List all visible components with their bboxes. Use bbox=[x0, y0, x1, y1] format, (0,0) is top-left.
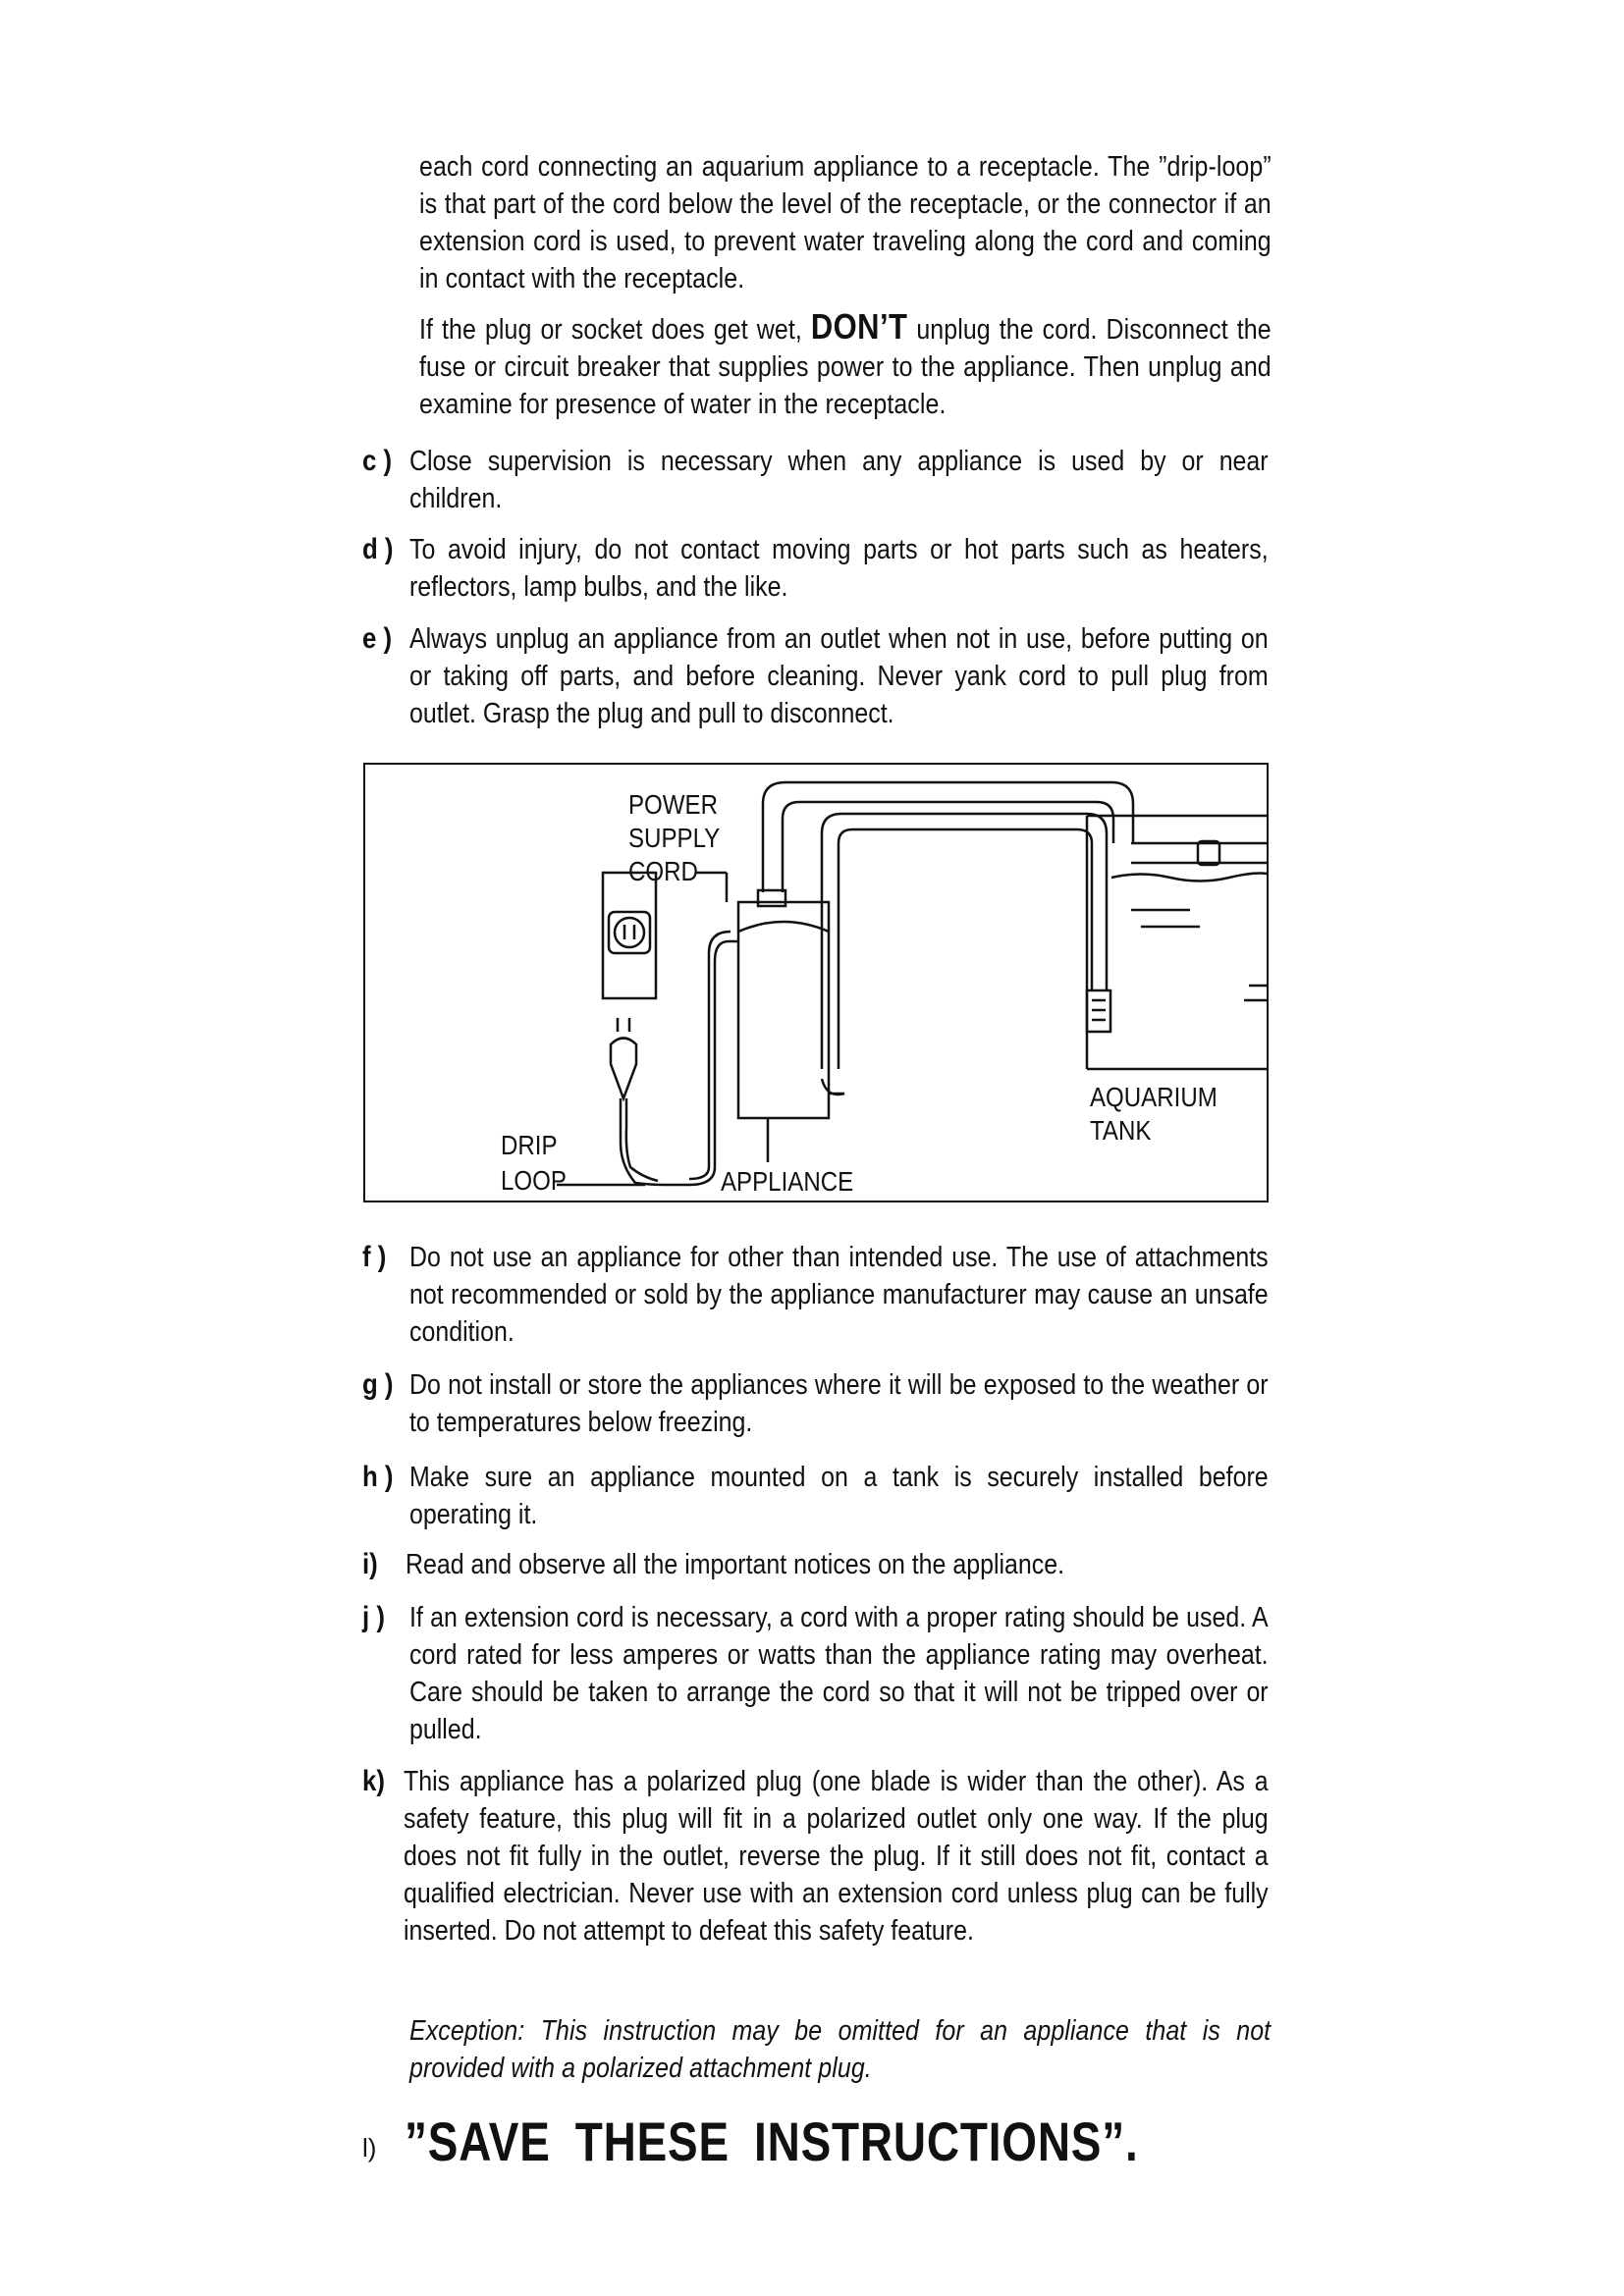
appliance-body bbox=[738, 902, 829, 1118]
label-aquarium-line: AQUARIUM bbox=[1090, 1082, 1218, 1112]
dont-emphasis: DON’T bbox=[810, 306, 908, 347]
item-i-text: Read and observe all the important notices on the appliance. bbox=[406, 1549, 1065, 1580]
item-e-text: Always unplug an appliance from an outlet when not in use, before putting on or taking off parts, and before cleaning. Never yank cord to pull plug from outlet. Grasp the plug and pull to disconnect. bbox=[409, 623, 1269, 729]
tube-coupling bbox=[1198, 841, 1219, 865]
outlet-socket bbox=[615, 918, 644, 947]
exception-note bbox=[409, 2012, 1271, 2087]
item-c-label: c ) bbox=[362, 445, 393, 477]
appliance-lid-curve bbox=[738, 922, 829, 932]
wet-plug-text-end: unplug the cord. Disconnect the fuse or circuit breaker that supplies power to the appliance. Then unplug and examine for presence of water in the receptacle. bbox=[419, 314, 1272, 420]
intake-tube bbox=[822, 814, 1107, 1069]
label-drip-loop bbox=[501, 1128, 567, 1199]
label-power-line: POWER bbox=[628, 789, 718, 820]
wet-plug-text-start: If the plug or socket does get wet, bbox=[419, 314, 811, 346]
intro-paragraph-1 bbox=[419, 148, 1272, 297]
exception-text: Exception: This instruction may be omitted for an appliance that is not provided with a polarized attachment plug. bbox=[409, 2015, 1272, 2084]
item-h-text: Make sure an appliance mounted on a tank is securely installed before operating it. bbox=[409, 1462, 1269, 1530]
outer-siphon-tube bbox=[763, 782, 1133, 892]
label-power-supply-cord bbox=[628, 788, 720, 888]
label-tank-line: TANK bbox=[1090, 1115, 1152, 1146]
item-d-text: To avoid injury, do not contact moving parts or hot parts such as heaters, reflectors, lamp bulbs, and the like. bbox=[409, 534, 1269, 603]
plug-body bbox=[611, 1039, 636, 1099]
item-i-label: i) bbox=[362, 1548, 378, 1580]
item-j-label: j ) bbox=[362, 1601, 385, 1633]
item-f-text: Do not use an appliance for other than intended use. The use of attachments not recommended or sold by the appliance manufacturer may cause an unsafe condition. bbox=[409, 1242, 1269, 1348]
item-c-text: Close supervision is necessary when any appliance is used by or near children. bbox=[409, 446, 1269, 514]
save-instructions-heading: ”SAVE THESE INSTRUCTIONS”. bbox=[405, 2110, 1139, 2172]
intro-paragraph-2 bbox=[419, 308, 1272, 423]
label-cord-line: CORD bbox=[628, 856, 698, 886]
drip-loop-description: each cord connecting an aquarium appliance to a receptacle. The ”drip-loop” is that part of the cord below the level of the receptacle, or the connector if an extension cord is used, to prevent water traveling along the cord and coming in contact with the receptacle. bbox=[419, 151, 1272, 294]
wall-outlet-plate bbox=[603, 873, 656, 998]
item-h-label: h ) bbox=[362, 1461, 394, 1493]
wet-plug-warning bbox=[419, 308, 1272, 423]
water-surface-line bbox=[1111, 874, 1269, 881]
appliance-outlet-pipe bbox=[822, 1079, 844, 1095]
item-k-text: This appliance has a polarized plug (one blade is wider than the other). As a safety feature, this plug will fit in a polarized outlet only one way. If the plug does not fit fully in the outlet, reverse the plug. If it still does not fit, contact a qualified electrician. Never use with an extension cord unless plug can be fully inserted. Do not attempt to defeat this safety feature. bbox=[404, 1766, 1269, 1947]
drip-loop-diagram bbox=[363, 763, 1269, 1202]
return-tube bbox=[1131, 843, 1269, 863]
item-f-label: f ) bbox=[362, 1241, 387, 1273]
item-k-label: k) bbox=[362, 1765, 385, 1797]
label-supply-line: SUPPLY bbox=[628, 823, 721, 853]
label-loop-line: LOOP bbox=[501, 1165, 567, 1196]
label-drip-line: DRIP bbox=[501, 1130, 558, 1160]
appliance-top-fitting bbox=[758, 890, 785, 906]
label-aquarium-tank bbox=[1090, 1081, 1218, 1148]
item-j-text: If an extension cord is necessary, a cord with a proper rating should be used. A cord rated for less amperes or watts than the appliance rating may overheat. Care should be taken to arrange the cord so that it will not be tripped over or pulled. bbox=[409, 1602, 1269, 1745]
intake-tube-inner bbox=[839, 829, 1092, 1069]
item-g-text: Do not install or store the appliances where it will be exposed to the weather or to temperatures below freezing. bbox=[409, 1369, 1269, 1438]
item-d-label: d ) bbox=[362, 533, 394, 565]
item-e-label: e ) bbox=[362, 622, 393, 655]
item-g-label: g ) bbox=[362, 1368, 394, 1401]
label-appliance: APPLIANCE bbox=[721, 1166, 854, 1197]
power-cord bbox=[665, 941, 738, 1185]
item-l-label: l) bbox=[362, 2133, 377, 2163]
